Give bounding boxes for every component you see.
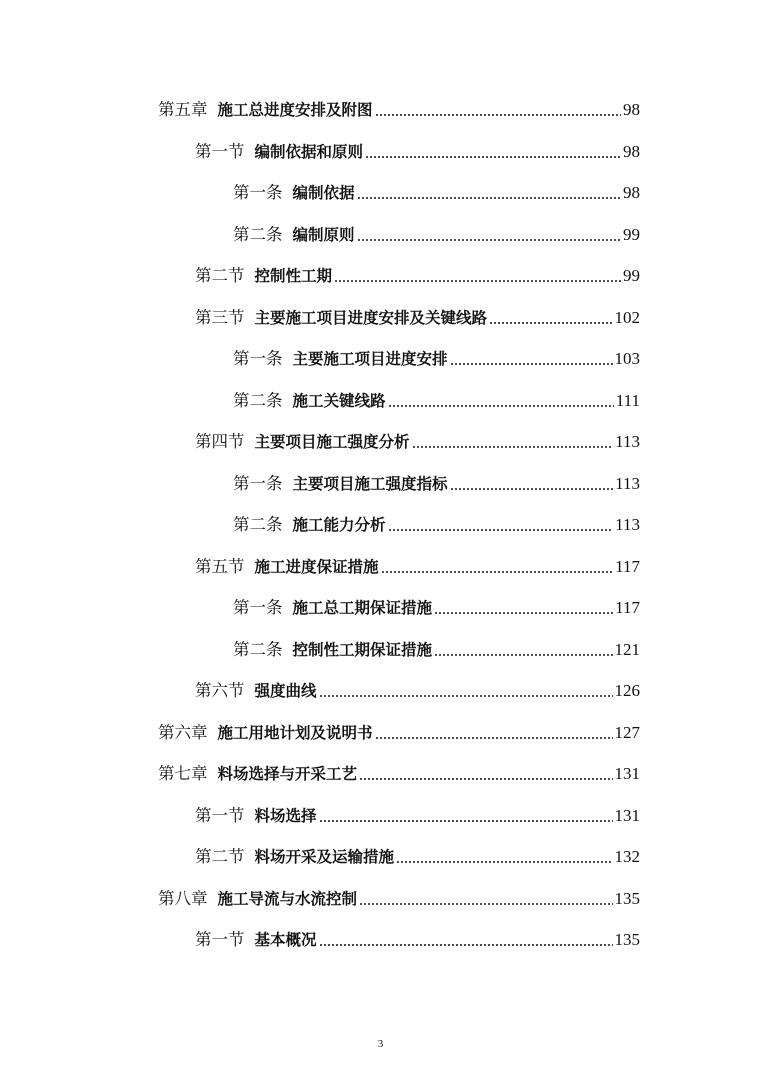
toc-entry-page: 126 xyxy=(614,681,640,700)
toc-entry xyxy=(195,802,640,826)
toc-entry-title: 强度曲线 xyxy=(254,682,317,700)
toc-entry-title: 料场选择 xyxy=(254,807,317,825)
toc-entry-page: 102 xyxy=(614,308,640,327)
toc-entry-label: 第一条 xyxy=(233,349,283,368)
toc-entry-page: 113 xyxy=(615,432,640,451)
toc-entry-title: 控制性工期保证措施 xyxy=(292,641,433,659)
toc-entry xyxy=(158,96,640,120)
dot-leader xyxy=(359,778,612,780)
toc-entry-page: 132 xyxy=(614,847,640,866)
toc-entry-page: 98 xyxy=(623,183,640,202)
toc-entry xyxy=(195,926,640,950)
toc-entry xyxy=(195,677,640,701)
toc-entry xyxy=(195,138,640,162)
toc-entry-label: 第五节 xyxy=(195,557,245,576)
toc-entry-title: 施工关键线路 xyxy=(292,392,386,410)
dot-leader xyxy=(359,903,612,905)
toc-entry-label: 第六节 xyxy=(195,681,245,700)
dot-leader xyxy=(412,446,614,448)
toc-entry-page: 99 xyxy=(623,266,640,285)
toc-entry-page: 117 xyxy=(615,557,640,576)
toc-entry-title: 施工导流与水流控制 xyxy=(217,890,358,908)
toc-entry-label: 第三节 xyxy=(195,308,245,327)
dot-leader xyxy=(375,737,613,739)
dot-leader xyxy=(319,944,613,946)
toc-entry xyxy=(195,428,640,452)
dot-leader xyxy=(357,239,621,241)
toc-entry-label: 第一条 xyxy=(233,183,283,202)
toc-entry xyxy=(233,345,640,369)
toc-entry-label: 第六章 xyxy=(158,723,208,742)
toc-entry-title: 编制原则 xyxy=(292,226,355,244)
toc-entry xyxy=(233,511,640,535)
toc-entry-page: 111 xyxy=(615,391,640,410)
toc-entry-title: 主要项目施工强度分析 xyxy=(254,433,410,451)
toc-entry xyxy=(195,843,640,867)
toc-entry xyxy=(195,304,640,328)
toc-entry-page: 113 xyxy=(615,474,640,493)
toc-entry xyxy=(158,719,640,743)
dot-leader xyxy=(434,654,612,656)
dot-leader xyxy=(365,156,621,158)
page-number: 3 xyxy=(377,1038,384,1050)
toc-entry-page: 117 xyxy=(615,598,640,617)
toc-entry xyxy=(158,885,640,909)
toc-entry-title: 施工总工期保证措施 xyxy=(292,599,433,617)
toc-entry-label: 第二节 xyxy=(195,266,245,285)
toc-entry-label: 第二节 xyxy=(195,847,245,866)
toc-entry-page: 113 xyxy=(615,515,640,534)
toc-entry-label: 第七章 xyxy=(158,764,208,783)
toc-entry-label: 第一节 xyxy=(195,142,245,161)
toc-entry-title: 施工用地计划及说明书 xyxy=(217,724,373,742)
toc-entry-title: 控制性工期 xyxy=(254,267,333,285)
dot-leader xyxy=(489,322,612,324)
toc-entry-page: 131 xyxy=(614,764,640,783)
toc-entry xyxy=(233,470,640,494)
toc-entry-title: 基本概况 xyxy=(254,931,317,949)
toc-entry-page: 99 xyxy=(623,225,640,244)
toc-entry-page: 127 xyxy=(614,723,640,742)
toc-entry-title: 编制依据和原则 xyxy=(254,143,364,161)
toc-entry-label: 第二条 xyxy=(233,515,283,534)
dot-leader xyxy=(388,529,614,531)
toc-entry-label: 第四节 xyxy=(195,432,245,451)
toc-entry-page: 135 xyxy=(614,930,640,949)
toc-entry xyxy=(233,636,640,660)
toc-entry-label: 第五章 xyxy=(158,100,208,119)
toc-entry-title: 主要施工项目进度安排及关键线路 xyxy=(254,309,488,327)
toc-entry-title: 主要项目施工强度指标 xyxy=(292,475,448,493)
toc-entry-label: 第一节 xyxy=(195,806,245,825)
toc-entry xyxy=(195,262,640,286)
toc-entry xyxy=(233,594,640,618)
dot-leader xyxy=(434,612,613,614)
toc-entry-label: 第一条 xyxy=(233,474,283,493)
toc-entry-label: 第二条 xyxy=(233,391,283,410)
dot-leader xyxy=(357,197,621,199)
toc-entry-title: 施工总进度安排及附图 xyxy=(217,101,373,119)
toc-entry-page: 98 xyxy=(623,100,640,119)
dot-leader xyxy=(319,695,613,697)
toc-entry-page: 121 xyxy=(614,640,640,659)
toc-entry xyxy=(195,553,640,577)
toc-entry-label: 第一条 xyxy=(233,598,283,617)
toc-entry xyxy=(233,387,640,411)
toc-entry-title: 施工能力分析 xyxy=(292,516,386,534)
toc-entry-label: 第二条 xyxy=(233,225,283,244)
toc-entry xyxy=(233,221,640,245)
toc-entry-page: 135 xyxy=(614,889,640,908)
dot-leader xyxy=(381,571,614,573)
dot-leader xyxy=(319,820,613,822)
dot-leader xyxy=(450,363,613,365)
toc-entry-page: 103 xyxy=(614,349,640,368)
toc-entry-page: 98 xyxy=(623,142,640,161)
toc-entry-page: 131 xyxy=(614,806,640,825)
toc-entry-label: 第八章 xyxy=(158,889,208,908)
toc-entry-label: 第一节 xyxy=(195,930,245,949)
toc-entry xyxy=(158,760,640,784)
dot-leader xyxy=(396,861,612,863)
dot-leader xyxy=(334,280,621,282)
toc-entry-label: 第二条 xyxy=(233,640,283,659)
toc-entry xyxy=(233,179,640,203)
toc-entry-title: 编制依据 xyxy=(292,184,355,202)
toc-entry-title: 料场开采及运输措施 xyxy=(254,848,395,866)
toc-entry-title: 主要施工项目进度安排 xyxy=(292,350,448,368)
toc-entry-title: 料场选择与开采工艺 xyxy=(217,765,358,783)
dot-leader xyxy=(450,488,614,490)
toc-entry-title: 施工进度保证措施 xyxy=(254,558,379,576)
dot-leader xyxy=(388,405,614,407)
dot-leader xyxy=(375,114,621,116)
